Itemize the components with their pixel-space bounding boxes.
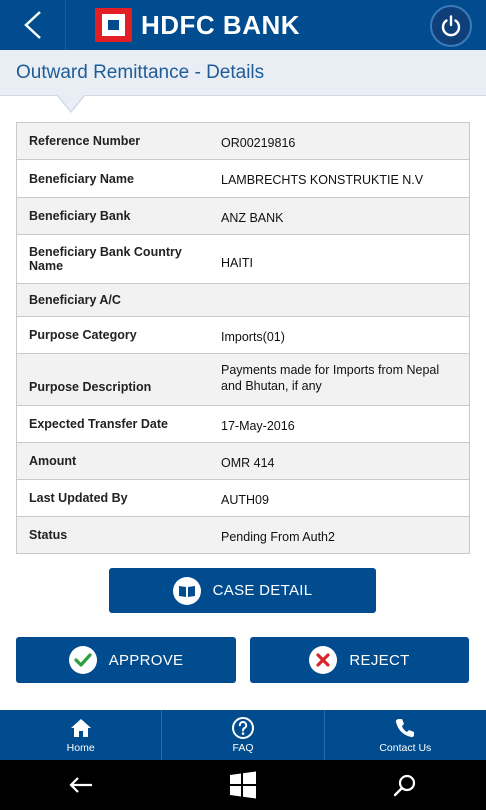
detail-label: Beneficiary Bank Country Name: [29, 245, 182, 273]
detail-value: HAITI: [221, 256, 253, 270]
detail-value: 17-May-2016: [221, 419, 295, 433]
detail-label: Beneficiary Name: [29, 171, 134, 186]
title-bar: [0, 50, 486, 96]
detail-row-beneficiary-bank: [17, 198, 469, 235]
detail-row-beneficiary-account: [17, 284, 469, 317]
detail-value: ANZ BANK: [221, 211, 284, 225]
detail-value: OMR 414: [221, 456, 275, 470]
page-title: Outward Remittance - Details: [16, 62, 265, 83]
detail-row-status: [17, 517, 469, 553]
case-detail-label: CASE DETAIL: [212, 582, 313, 599]
power-icon: [439, 14, 463, 38]
nav-contact-us[interactable]: [325, 710, 486, 760]
detail-value: AUTH09: [221, 493, 269, 507]
nav-home-label: Home: [66, 742, 95, 754]
detail-row-expected-transfer-date: [17, 406, 469, 443]
nav-faq[interactable]: [162, 710, 324, 760]
system-search-button[interactable]: [375, 760, 435, 810]
detail-row-amount: [17, 443, 469, 480]
detail-row-purpose-description: [17, 354, 469, 406]
detail-label: Amount: [29, 454, 77, 468]
book-icon: [173, 577, 201, 605]
detail-value: OR00219816: [221, 136, 296, 150]
reject-button[interactable]: [250, 637, 469, 683]
system-navigation-bar: [0, 760, 486, 810]
nav-faq-label: FAQ: [232, 742, 254, 754]
detail-value: [211, 284, 469, 316]
detail-label: Status: [29, 528, 68, 542]
question-icon: [231, 716, 255, 740]
bank-logo: [95, 8, 300, 42]
back-arrow-icon: [23, 10, 43, 40]
system-back-button[interactable]: [51, 760, 111, 810]
detail-label: Beneficiary Bank: [29, 209, 131, 223]
detail-row-beneficiary-name: [17, 160, 469, 198]
approve-label: APPROVE: [108, 651, 184, 669]
detail-label: Reference Number: [29, 134, 141, 148]
top-header: [0, 0, 486, 50]
detail-row-reference-number: [17, 123, 469, 160]
reject-label: REJECT: [349, 651, 410, 669]
detail-label: Purpose Category: [29, 328, 137, 342]
check-icon: [69, 646, 97, 674]
back-button[interactable]: [0, 0, 66, 50]
detail-row-last-updated-by: [17, 480, 469, 517]
search-icon: [393, 773, 417, 797]
detail-value: Imports(01): [221, 330, 285, 344]
detail-row-beneficiary-bank-country: [17, 235, 469, 284]
nav-home[interactable]: [0, 710, 162, 760]
detail-label: Purpose Description: [29, 379, 152, 394]
detail-value: LAMBRECHTS KONSTRUKTIE N.V: [221, 173, 424, 187]
windows-icon: [229, 771, 257, 799]
phone-icon: [394, 716, 416, 740]
detail-row-purpose-category: [17, 317, 469, 354]
nav-contact-label: Contact Us: [379, 742, 432, 754]
detail-label: Beneficiary A/C: [29, 293, 121, 307]
detail-label: Last Updated By: [29, 491, 128, 505]
approve-button[interactable]: [16, 637, 236, 683]
left-arrow-icon: [68, 776, 94, 794]
logout-button[interactable]: [430, 5, 472, 47]
detail-label: Expected Transfer Date: [29, 417, 168, 431]
remittance-details-table: [16, 122, 470, 554]
detail-value: Payments made for Imports from Nepal and Bhutan, if any: [221, 363, 440, 393]
detail-value: Pending From Auth2: [221, 530, 335, 544]
bottom-navigation: [0, 710, 486, 760]
bank-name: HDFC BANK: [141, 9, 301, 40]
case-detail-button[interactable]: [109, 568, 376, 613]
close-icon: [309, 646, 337, 674]
hdfc-logo-icon: [95, 8, 132, 42]
system-start-button[interactable]: [213, 760, 273, 810]
title-pointer: [58, 95, 84, 111]
home-icon: [70, 716, 92, 740]
